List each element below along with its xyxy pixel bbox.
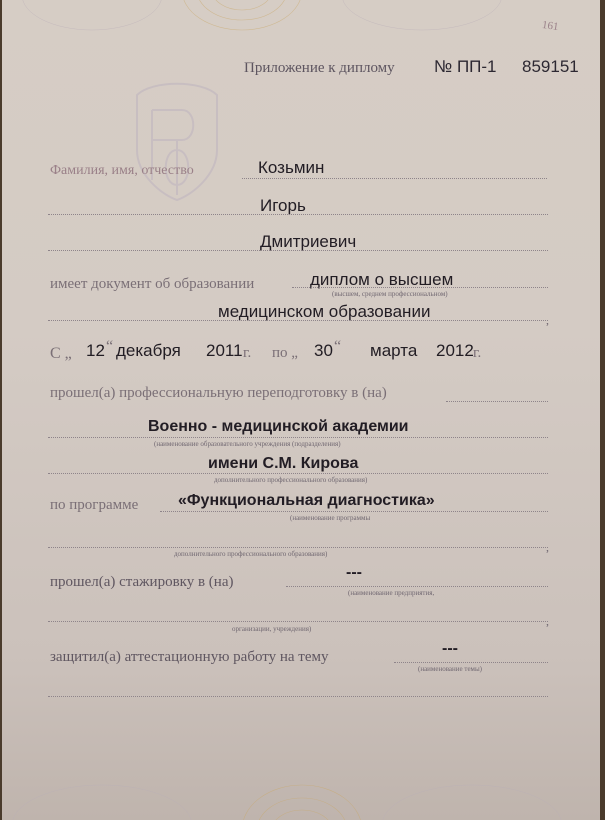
internship-label: прошел(а) стажировку в (на) xyxy=(50,574,234,590)
institution-name-value: имени С.М. Кирова xyxy=(208,455,359,472)
program-caption: (наименование программы xyxy=(290,514,371,522)
day-to: 30 xyxy=(314,341,333,360)
diploma-number-value: 859151 xyxy=(522,57,579,76)
month-from: декабря xyxy=(116,341,181,360)
diploma-supplement-page xyxy=(2,0,600,820)
quote-close-2: “ xyxy=(334,338,342,355)
doc-line-1 xyxy=(292,287,548,288)
institution-name-caption: дополнительного профессионального образования) xyxy=(214,476,368,484)
retraining-line xyxy=(446,401,548,402)
program-label: по программе xyxy=(50,497,139,513)
patronymic-line xyxy=(48,250,548,251)
program-value: «Функциональная диагностика» xyxy=(178,492,435,509)
institution-value: Военно - медицинской академии xyxy=(148,418,409,435)
quote-close-1: “ xyxy=(106,338,114,355)
rf-emblem-watermark xyxy=(137,84,217,200)
line-end-mark-3: , xyxy=(546,614,549,628)
surname-line xyxy=(242,178,547,179)
fio-label: Фамилия, имя, отчество xyxy=(50,163,194,178)
thesis-value: --- xyxy=(442,640,458,657)
patronymic-value: Дмитриевич xyxy=(260,232,357,251)
thesis-label: защитил(а) аттестационную работу на тему xyxy=(50,649,329,665)
period-from-prefix: С „ xyxy=(50,345,72,362)
header-title: Приложение к диплому xyxy=(244,60,395,76)
year-suffix-1: г. xyxy=(243,345,252,361)
month-to: марта xyxy=(370,341,418,360)
program-caption-2: дополнительного профессионального образования) xyxy=(174,550,328,558)
name-line xyxy=(48,214,548,215)
period-to-prefix: по „ xyxy=(272,345,298,361)
line-end-mark-1: , xyxy=(546,313,549,327)
internship-line xyxy=(286,586,548,587)
internship-value: --- xyxy=(346,564,362,581)
thesis-caption: (наименование темы) xyxy=(418,665,483,673)
doc-label: имеет документ об образовании xyxy=(50,276,255,292)
year-suffix-2: г. xyxy=(473,345,482,361)
internship-caption-2: организации, учреждения) xyxy=(232,625,312,633)
day-from: 12 xyxy=(86,341,105,360)
thesis-line-2 xyxy=(48,696,548,697)
name-value: Игорь xyxy=(260,196,306,215)
institution-caption: (наименование образовательного учреждения (подразделения) xyxy=(154,440,341,448)
year-from: 2011 xyxy=(206,341,243,360)
doc-caption: (высшем, среднем профессиональном) xyxy=(332,290,448,298)
institution-line xyxy=(48,437,548,438)
internship-line-2 xyxy=(48,621,548,622)
internship-caption: (наименование предприятия, xyxy=(348,589,435,597)
surname-value: Козьмин xyxy=(258,158,325,177)
program-line xyxy=(160,511,548,512)
doc-value-2: медицинском образовании xyxy=(218,302,431,321)
year-to: 2012 xyxy=(436,341,474,360)
line-end-mark-2: , xyxy=(546,540,549,554)
institution-name-line xyxy=(48,473,548,474)
diploma-number-label: № ПП-1 xyxy=(434,57,497,76)
program-line-2 xyxy=(48,547,548,548)
doc-value-1: диплом о высшем xyxy=(310,270,454,289)
guilloche-background xyxy=(2,0,600,820)
retraining-label: прошел(а) профессиональную переподготовку в (на) xyxy=(50,385,387,401)
thesis-line xyxy=(394,662,548,663)
doc-line-2 xyxy=(48,320,548,321)
corner-mark: 161 xyxy=(541,18,560,34)
